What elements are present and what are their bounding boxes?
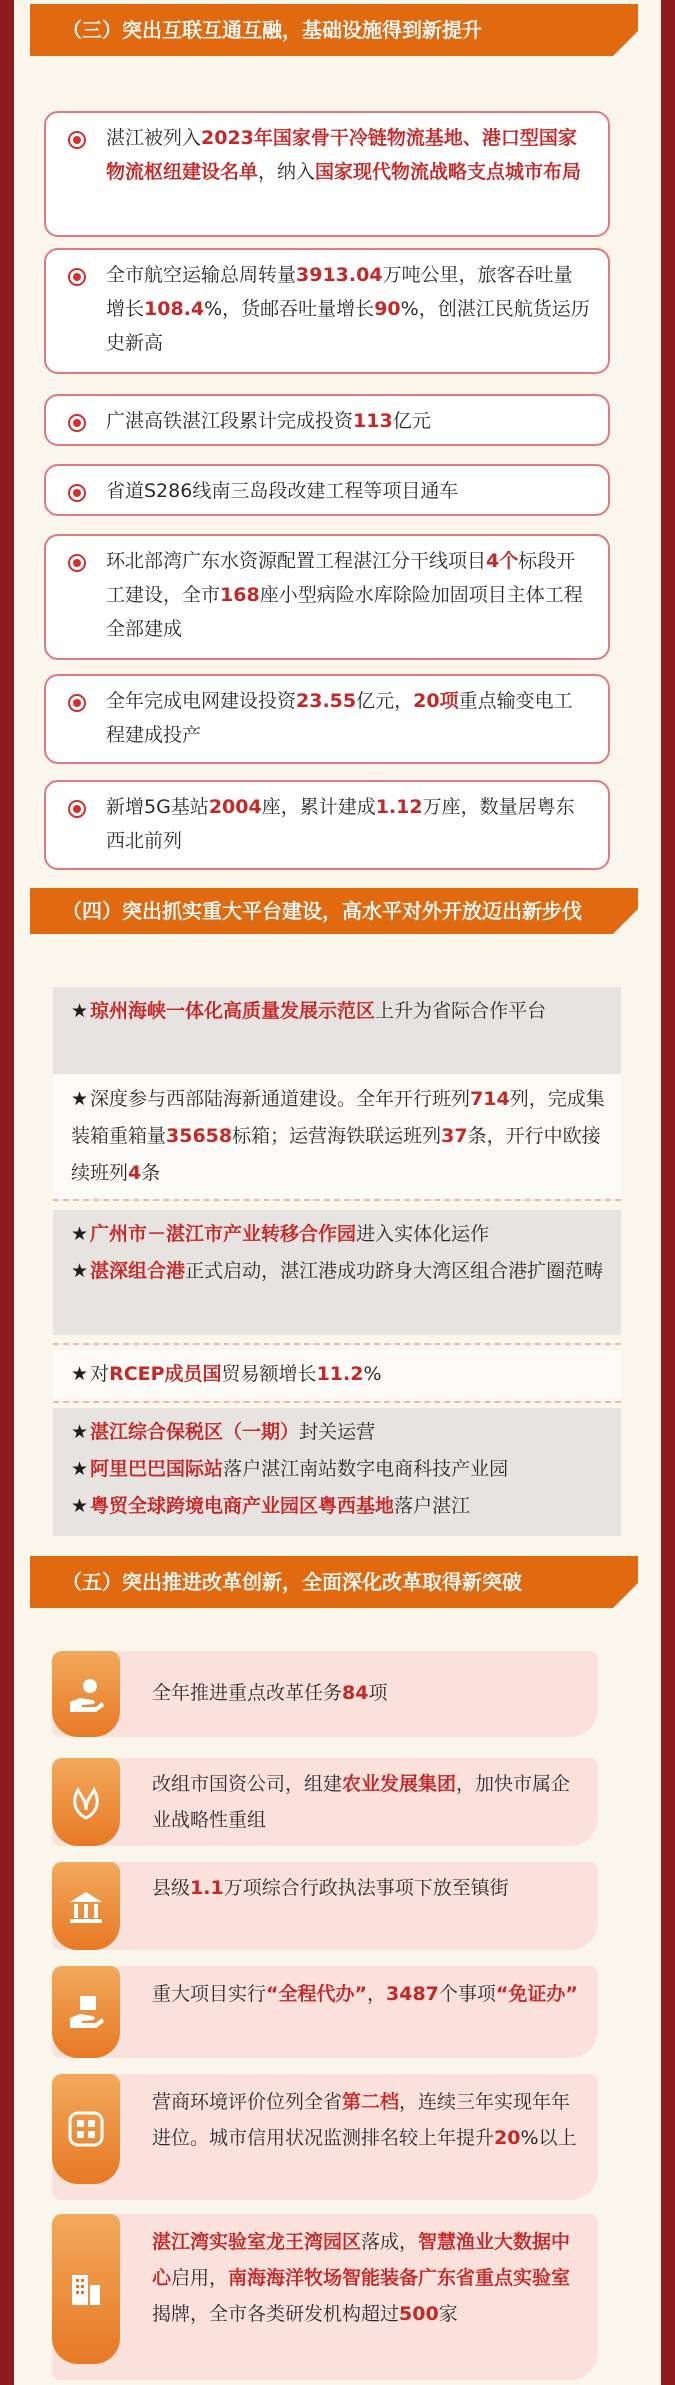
highlight-text: 20	[494, 2127, 521, 2149]
highlight-text: 4	[128, 1162, 142, 1184]
circle-bullet-icon	[68, 694, 86, 712]
body-text: ，加快市属企业战略性重组	[152, 1773, 571, 1831]
body-text: 重点输变电工程建成投产	[106, 690, 573, 746]
highlight-text: 20项	[413, 690, 459, 712]
highlight-text: 农业发展集团	[342, 1773, 457, 1795]
circle-bullet-icon	[68, 484, 86, 502]
reform-card	[52, 2214, 598, 2380]
card-text	[106, 264, 590, 354]
highlight-text: 714	[470, 1088, 510, 1110]
highlight-text: 11.2	[316, 1363, 364, 1385]
leaf-icon	[52, 1758, 120, 1846]
highlight-text: 84	[342, 1682, 369, 1704]
platform-line	[71, 1356, 607, 1393]
body-text: 标段开工建设，全市	[106, 550, 576, 606]
platform-row	[53, 1075, 621, 1199]
platform-row	[53, 1350, 621, 1398]
highlight-text: 第二档	[342, 2091, 400, 2113]
body-text: 贸易额增长	[221, 1363, 317, 1385]
body-text: 环北部湾广东水资源配置工程湛江分干线项目	[106, 550, 487, 572]
body-text: 全年推进重点改革任务	[152, 1682, 343, 1704]
section-3-card	[44, 248, 610, 374]
body-text: 广湛高铁湛江段累计完成投资	[106, 410, 354, 432]
grid-badge-icon	[52, 2074, 120, 2184]
body-text: 条	[141, 1162, 161, 1184]
platform-line	[71, 1488, 607, 1525]
body-text: 座，累计建成	[261, 796, 376, 818]
highlight-text: 23.55	[296, 690, 357, 712]
section-3-card	[44, 464, 610, 516]
body-text: 新增5G基站	[106, 796, 209, 818]
highlight-text: 1.12	[375, 796, 423, 818]
reform-card	[52, 1966, 598, 2058]
dashed-divider	[53, 1401, 621, 1403]
circle-bullet-icon	[68, 554, 86, 572]
highlight-text: 2004	[208, 796, 262, 818]
body-text: 正式启动，湛江港成功跻身大湾区组合港扩圈范畴	[185, 1260, 604, 1282]
platform-line	[71, 1451, 607, 1488]
star-bullet-icon: ★	[71, 1260, 89, 1282]
star-bullet-icon: ★	[71, 1495, 89, 1517]
circle-bullet-icon	[68, 800, 86, 818]
highlight-text: 3913.04	[296, 264, 383, 286]
body-text: 万座，数量居粤东西北前列	[106, 796, 575, 852]
dashed-divider	[53, 1343, 621, 1345]
highlight-text: 113	[353, 410, 393, 432]
platform-line	[71, 1081, 607, 1192]
circle-bullet-icon	[68, 131, 86, 149]
platform-line	[71, 993, 607, 1030]
office-building-icon	[52, 2214, 120, 2364]
body-text: 营商环境评价位列全省	[152, 2091, 343, 2113]
highlight-text: 3487	[386, 1983, 439, 2005]
highlight-text: 国家现代物流战略支点城市布局	[315, 161, 582, 183]
card-text	[152, 1682, 387, 1704]
reform-card	[52, 1651, 598, 1737]
card-text	[152, 1773, 570, 1831]
platform-row	[53, 1210, 621, 1335]
body-text: 落户湛江	[394, 1495, 471, 1517]
star-bullet-icon: ★	[71, 1363, 89, 1385]
body-text: 重大项目实行	[152, 1983, 267, 2005]
highlight-text: 1.1	[190, 1877, 224, 1899]
card-text	[106, 690, 573, 746]
reform-card	[52, 2074, 598, 2200]
section-4-title: （四）突出抓实重大平台建设，高水平对外开放迈出新步伐	[30, 888, 638, 934]
highlight-text: 广州市－湛江市产业转移合作园	[90, 1223, 357, 1245]
body-text: %，创湛江民航货运历史新高	[106, 298, 590, 354]
body-text: 改组市国资公司，组建	[152, 1773, 343, 1795]
reform-card	[52, 1862, 598, 1950]
card-text	[152, 2231, 570, 2325]
highlight-text: 90	[374, 298, 401, 320]
highlight-text: 琼州海峡一体化高质量发展示范区	[90, 1000, 376, 1022]
highlight-text: 粤贸全球跨境电商产业园区粤西基地	[90, 1495, 395, 1517]
section-3-card	[44, 534, 610, 660]
body-text: 亿元，	[356, 690, 414, 712]
dashed-divider	[53, 1199, 621, 1201]
star-bullet-icon: ★	[71, 1458, 89, 1480]
body-text: 进入实体化运作	[356, 1223, 490, 1245]
section-3-title: （三）突出互联互通互融，基础设施得到新提升	[30, 4, 638, 56]
body-text: 项	[368, 1682, 388, 1704]
star-bullet-icon: ★	[71, 1000, 89, 1022]
body-text: 县级	[152, 1877, 191, 1899]
body-text: 全年完成电网建设投资	[106, 690, 297, 712]
circle-bullet-icon	[68, 268, 86, 286]
section-3-card	[44, 111, 610, 237]
body-text: ，连续三年实现年年进位。城市信用状况监测排名较上年提升	[152, 2091, 571, 2149]
hand-coin-icon	[52, 1651, 120, 1737]
highlight-text: 南海海洋牧场智能装备广东省重点实验室	[228, 2267, 571, 2289]
star-bullet-icon: ★	[71, 1088, 89, 1110]
body-text: 揭牌，全市各类研发机构超过	[152, 2303, 400, 2325]
body-text: 亿元	[392, 410, 431, 432]
body-text: 上升为省际合作平台	[375, 1000, 547, 1022]
card-text	[152, 1877, 509, 1899]
section-3-card	[44, 394, 610, 446]
platform-line	[71, 1253, 607, 1290]
section-3-card	[44, 780, 610, 870]
card-text	[106, 550, 583, 640]
highlight-text: 智慧渔业大数据中心	[152, 2231, 571, 2289]
highlight-text: 阿里巴巴国际站	[90, 1458, 224, 1480]
card-text	[106, 410, 431, 432]
body-text: 座小型病险水库除险加固项目主体工程全部建成	[106, 584, 583, 640]
government-building-icon	[52, 1862, 120, 1950]
highlight-text: 4个	[486, 550, 519, 572]
highlight-text: 35658	[166, 1125, 233, 1147]
body-text: 湛江被列入	[106, 127, 202, 149]
card-text	[152, 2091, 577, 2149]
body-text: 条，开行中欧接续班列	[71, 1125, 601, 1184]
body-text: 深度参与西部陆海新通道建设。全年开行班列	[90, 1088, 471, 1110]
star-bullet-icon: ★	[71, 1421, 89, 1443]
reform-card	[52, 1758, 598, 1846]
body-text: 全市航空运输总周转量	[106, 264, 297, 286]
body-text: 封关运营	[299, 1421, 376, 1443]
highlight-text: 37	[441, 1125, 468, 1147]
body-text: 对	[90, 1363, 110, 1385]
body-text: %，货邮吞吐量增长	[204, 298, 375, 320]
body-text: 落户湛江南站数字电商科技产业园	[223, 1458, 509, 1480]
highlight-text: 2023年国家骨干冷链物流基地、港口型国家物流枢纽建设名单	[106, 127, 577, 183]
section-3-card	[44, 674, 610, 764]
body-text: ，纳入	[258, 161, 316, 183]
card-text	[106, 480, 458, 502]
body-text: 省道S286线南三岛段改建工程等项目通车	[106, 480, 459, 502]
hand-box-icon	[52, 1966, 120, 2058]
star-bullet-icon: ★	[71, 1223, 89, 1245]
highlight-text: RCEP成员国	[109, 1363, 222, 1385]
platform-line	[71, 1216, 607, 1253]
highlight-text: 湛江湾实验室龙王湾园区	[152, 2231, 362, 2253]
platform-row	[53, 1408, 621, 1536]
platform-row	[53, 987, 621, 1074]
card-text	[152, 1983, 578, 2005]
highlight-text: “免证办”	[495, 1983, 578, 2005]
body-text: %以上	[520, 2127, 577, 2149]
highlight-text: 湛江综合保税区（一期）	[90, 1421, 300, 1443]
body-text: 万项综合行政执法事项下放至镇街	[223, 1877, 509, 1899]
highlight-text: 500	[399, 2303, 439, 2325]
highlight-text: 湛深组合港	[90, 1260, 186, 1282]
body-text: %	[363, 1363, 382, 1385]
card-text	[106, 127, 581, 183]
highlight-text: 108.4	[144, 298, 205, 320]
body-text: 万吨公里，旅客吞吐量增长	[106, 264, 573, 320]
body-text: 家	[438, 2303, 458, 2325]
body-text: 列，完成集装箱重箱量	[71, 1088, 605, 1147]
section-5-title: （五）突出推进改革创新，全面深化改革取得新突破	[30, 1556, 638, 1608]
card-text	[106, 796, 575, 852]
body-text: 启用，	[171, 2267, 229, 2289]
platform-line	[71, 1414, 607, 1451]
body-text: ，	[367, 1983, 387, 2005]
body-text: 个事项	[438, 1983, 496, 2005]
highlight-text: “全程代办”	[266, 1983, 367, 2005]
circle-bullet-icon	[68, 414, 86, 432]
body-text: 标箱；运营海铁联运班列	[232, 1125, 442, 1147]
body-text: 落成，	[361, 2231, 419, 2253]
highlight-text: 168	[220, 584, 260, 606]
